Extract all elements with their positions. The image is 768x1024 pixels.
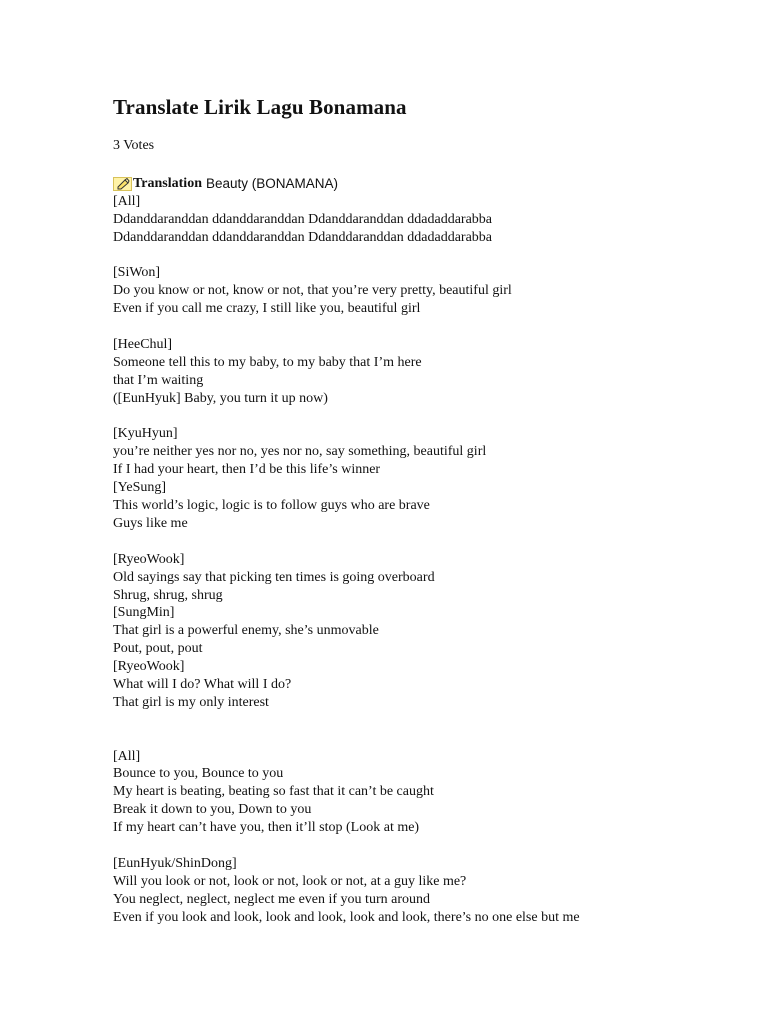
lyric-line: Will you look or not, look or not, look or not, at a guy like me? xyxy=(113,873,467,889)
translation-header xyxy=(113,175,580,193)
lyric-line: If I had your heart, then I’d be this life’s winner xyxy=(113,462,381,478)
blank-line xyxy=(113,712,580,730)
singer-label: [EunHyuk/ShinDong] xyxy=(113,855,237,871)
lyric-line: That girl is my only interest xyxy=(113,694,269,710)
singer-label: [HeeChul] xyxy=(113,337,173,353)
blank-line xyxy=(113,533,580,551)
lyric-line: Break it down to you, Down to you xyxy=(113,802,312,818)
lyric-line: Ddanddaranddan ddanddaranddan Ddanddaranddan ddadaddarabba xyxy=(113,229,493,245)
blank-line xyxy=(113,837,580,855)
singer-label: [YeSung] xyxy=(113,480,167,496)
lyric-line: you’re neither yes nor no, yes nor no, say something, beautiful girl xyxy=(113,444,487,460)
lyric-line: Someone tell this to my baby, to my baby that I’m here xyxy=(113,354,422,370)
lyric-line: Even if you look and look, look and look, look and look, there’s no one else but me xyxy=(113,909,580,925)
translation-title: Beauty (BONAMANA) xyxy=(205,176,339,191)
singer-label: [KyuHyun] xyxy=(113,426,178,442)
singer-label: [All] xyxy=(113,193,141,209)
lyric-line: That girl is a powerful enemy, she’s unmovable xyxy=(113,623,379,639)
blank-line xyxy=(113,318,580,336)
blank-line xyxy=(113,408,580,426)
singer-label: [SiWon] xyxy=(113,265,161,281)
translation-label: Translation xyxy=(133,176,202,191)
votes-count: 3 Votes xyxy=(113,138,155,153)
lyric-line: Do you know or not, know or not, that you’re very pretty, beautiful girl xyxy=(113,283,512,299)
lyric-line: You neglect, neglect, neglect me even if you turn around xyxy=(113,891,430,907)
page-title: Translate Lirik Lagu Bonamana xyxy=(113,95,407,119)
lyric-lines xyxy=(113,193,580,927)
singer-label: [RyeoWook] xyxy=(113,659,185,675)
lyric-line: This world’s logic, logic is to follow guys who are brave xyxy=(113,498,430,514)
note-icon xyxy=(113,177,132,191)
lyric-line: Shrug, shrug, shrug xyxy=(113,587,223,603)
singer-label: [RyeoWook] xyxy=(113,551,185,567)
lyric-line: Guys like me xyxy=(113,515,188,531)
lyric-line: Pout, pout, pout xyxy=(113,641,203,657)
lyric-line: Even if you call me crazy, I still like you, beautiful girl xyxy=(113,301,421,317)
blank-line xyxy=(113,247,580,265)
lyric-line: ([EunHyuk] Baby, you turn it up now) xyxy=(113,390,328,406)
lyric-line: Old sayings say that picking ten times is going overboard xyxy=(113,569,435,585)
singer-label: [All] xyxy=(113,748,141,764)
blank-line xyxy=(113,730,580,748)
lyric-line: My heart is beating, beating so fast that it can’t be caught xyxy=(113,784,434,800)
singer-label: [SungMin] xyxy=(113,605,175,621)
lyric-line: What will I do? What will I do? xyxy=(113,676,292,692)
lyric-line: Ddanddaranddan ddanddaranddan Ddanddaranddan ddadaddarabba xyxy=(113,211,493,227)
lyric-line: that I’m waiting xyxy=(113,372,204,388)
lyric-line: If my heart can’t have you, then it’ll stop (Look at me) xyxy=(113,820,420,836)
lyric-line: Bounce to you, Bounce to you xyxy=(113,766,284,782)
lyrics-body xyxy=(113,175,580,926)
